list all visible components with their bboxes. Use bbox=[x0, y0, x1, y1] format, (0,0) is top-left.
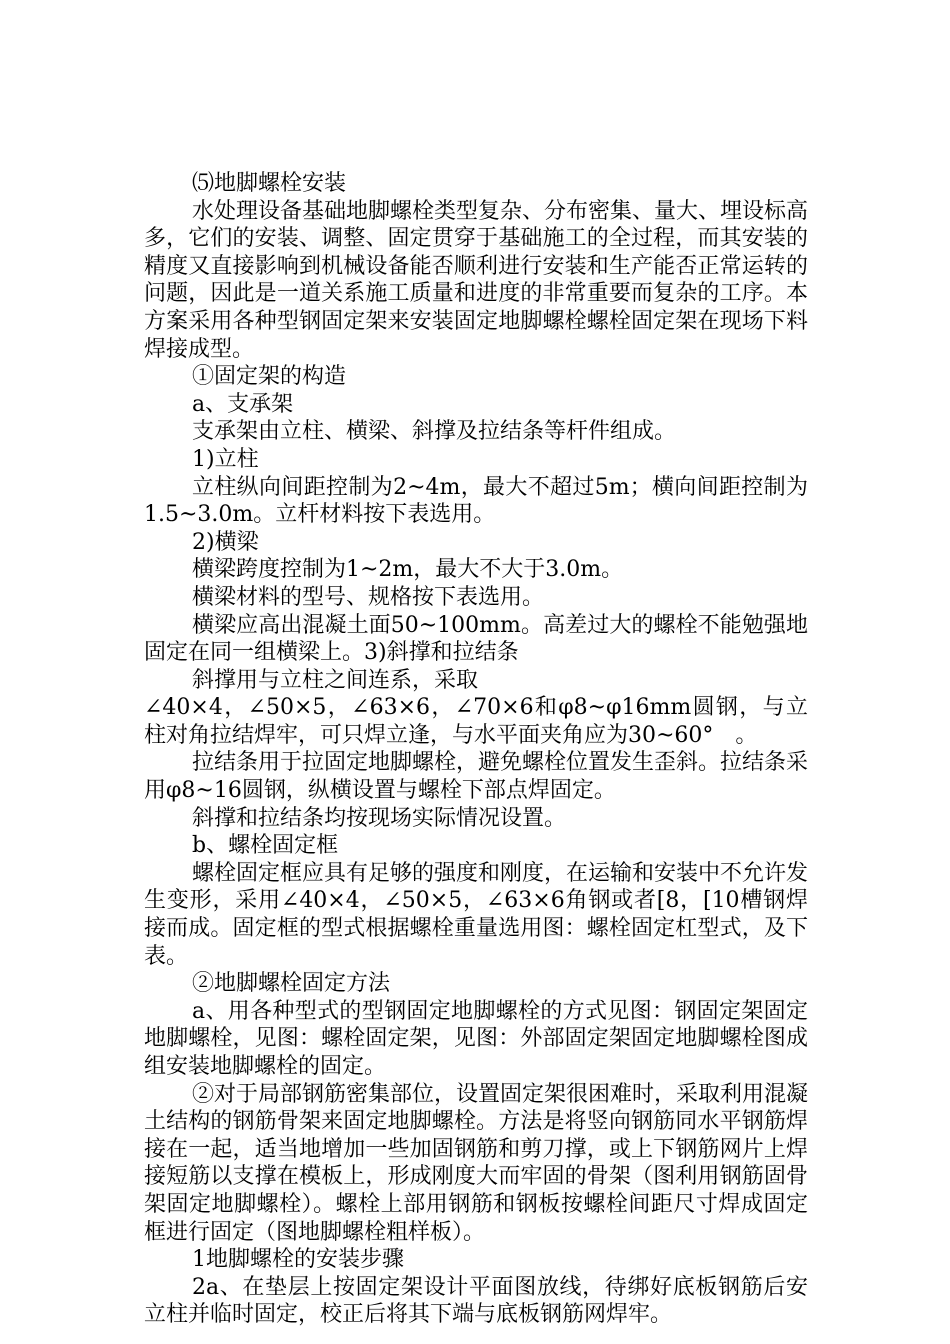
paragraph-beam-material: 横梁材料的型号、规格按下表选用。 bbox=[192, 584, 545, 610]
paragraph-brace-tie-onsite: 斜撑和拉结条均按现场实际情况设置。 bbox=[192, 805, 567, 831]
paragraph-column-spacing: 立柱纵向间距控制为2~4m，最大不超过5m；横向间距控制为1.5~3.0m。立杆材料按下表选用。 bbox=[144, 474, 808, 528]
paragraph-support-frame-members: 支承架由立柱、横梁、斜撑及拉结条等杆件组成。 bbox=[192, 419, 677, 445]
document-body bbox=[144, 170, 808, 1329]
subheading-column: 1)立柱 bbox=[192, 446, 259, 472]
subheading-installation-steps: 1地脚螺栓的安装步骤 bbox=[192, 1247, 404, 1273]
subheading-fixing-method: ②地脚螺栓固定方法 bbox=[192, 971, 391, 997]
subheading-bolt-fixing-frame: b、螺栓固定框 bbox=[192, 833, 339, 859]
paragraph-brace-materials: ∠40×4，∠50×5，∠63×6，∠70×6和φ8~φ16mm圆钢，与立柱对角拉结焊牢，可只焊立逢，与水平面夹角应为30~60° 。 bbox=[144, 695, 808, 748]
paragraph-fixing-method-rebar: ②对于局部钢筋密集部位，设置固定架很困难时，采取利用混凝土结构的钢筋骨架来固定地脚螺栓。方法是将竖向钢筋同水平钢筋焊接在一起，适当地增加一些加固钢筋和剪刀撑，或上下钢筋网片上焊接短筋以支撑在模板上，形成刚度大而牢固的骨架（图利用钢筋固骨架固定地脚螺栓）。螺栓上部用钢筋和钢板按螺栓间距尺寸焊成固定框进行固定（图地脚螺栓粗样板）。 bbox=[144, 1081, 809, 1245]
paragraph-tie-bar: 拉结条用于拉固定地脚螺栓，避免螺栓位置发生歪斜。拉结条采用φ8~16圆钢，纵横设置与螺栓下部点焊固定。 bbox=[144, 750, 809, 804]
paragraph-fixing-method-a: a、用各种型式的型钢固定地脚螺栓的方式见图：钢固定架固定地脚螺栓，见图：螺栓固定架，见图：外部固定架固定地脚螺栓图成组安装地脚螺栓的固定。 bbox=[144, 998, 808, 1079]
paragraph-bolt-fixing-frame: 螺栓固定框应具有足够的强度和刚度，在运输和安装中不允许发生变形，采用∠40×4，∠50×5，∠63×6角钢或者[8，[10槽钢焊接而成。固定框的型式根据螺栓重量选用图：螺栓固定杠型式，及下表。 bbox=[144, 860, 809, 969]
section-heading-anchor-bolt-installation: ⑸地脚螺栓安装 bbox=[192, 171, 347, 196]
paragraph-beam-span: 横梁跨度控制为1~2m，最大不大于3.0m。 bbox=[192, 557, 624, 583]
subheading-beam: 2)横梁 bbox=[192, 529, 259, 555]
paragraph-beam-height: 横梁应高出混凝土面50~100mm。高差过大的螺栓不能勉强地固定在同一组横梁上。3)斜撑和拉结条 bbox=[144, 612, 808, 666]
paragraph-installation-step-a: 2a、在垫层上按固定架设计平面图放线，待绑好底板钢筋后安立柱并临时固定，校正后将其下端与底板钢筋网焊牢。 bbox=[144, 1274, 808, 1328]
paragraph-brace-intro: 斜撑用与立柱之间连系，采取 bbox=[192, 667, 479, 693]
subheading-frame-construction: ①固定架的构造 bbox=[192, 364, 347, 390]
paragraph-overview: 水处理设备基础地脚螺栓类型复杂、分布密集、量大、埋设标高多，它们的安装、调整、固定贯穿于基础施工的全过程，而其安装的精度又直接影响到机械设备能否顺利进行安装和生产能否正常运转的问题，因此是一道关系施工质量和进度的非常重要而复杂的工序。本方案采用各种型钢固定架来安装固定地脚螺栓螺栓固定架在现场下料焊接成型。 bbox=[144, 198, 809, 362]
subheading-support-frame: a、支承架 bbox=[192, 391, 294, 417]
